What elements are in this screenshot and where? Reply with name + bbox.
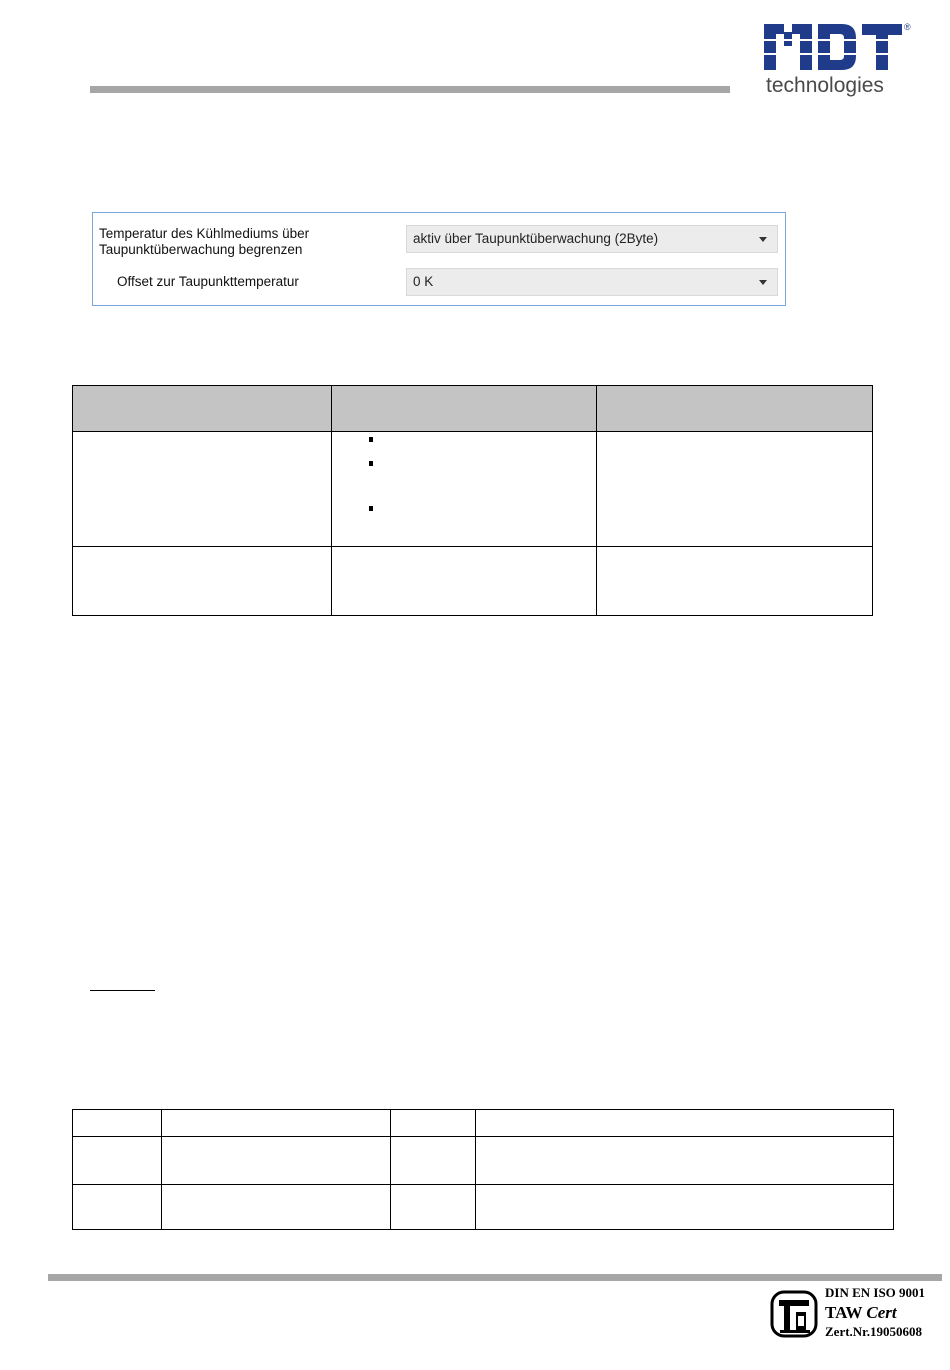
- cert-name-a: TAW: [825, 1303, 867, 1322]
- table-border: [72, 1229, 894, 1230]
- note-heading-underline: [90, 990, 155, 991]
- table-border: [872, 385, 873, 616]
- list-bullet: [369, 437, 373, 442]
- footer-rule: [48, 1274, 942, 1281]
- list-bullet: [369, 506, 373, 511]
- parameter-table: [72, 385, 873, 616]
- table-border: [72, 546, 873, 547]
- logo-subtitle: technologies: [766, 74, 884, 97]
- table-border: [72, 615, 873, 616]
- object-table: [72, 1109, 894, 1230]
- dewpoint-offset-label: Offset zur Taupunkttemperatur: [117, 274, 299, 289]
- certification-badge: [770, 1285, 940, 1345]
- table-border: [893, 1109, 894, 1230]
- parameter-table-header: [72, 385, 873, 431]
- cooling-limit-value: aktiv über Taupunktüberwachung (2Byte): [413, 231, 659, 246]
- table-border: [72, 1109, 894, 1110]
- cert-number: Zert.Nr.19050608: [825, 1324, 923, 1339]
- cert-name: [825, 1303, 897, 1323]
- table-border: [72, 1184, 894, 1185]
- table-border: [72, 385, 73, 616]
- mdt-logo: [762, 22, 912, 102]
- dewpoint-offset-value: 0 K: [413, 274, 434, 289]
- chevron-down-icon: [759, 237, 767, 242]
- parameter-dialog: [92, 212, 786, 306]
- cooling-limit-label-line2: Taupunktüberwachung begrenzen: [99, 242, 303, 257]
- list-bullet: [369, 461, 373, 466]
- table-border: [72, 385, 873, 386]
- taw-seal-icon: [770, 1288, 820, 1340]
- cert-name-b: Cert: [866, 1303, 897, 1322]
- chevron-down-icon: [759, 280, 767, 285]
- cert-standard: DIN EN ISO 9001: [825, 1285, 926, 1300]
- cooling-limit-label-line1: Temperatur des Kühlmediums über: [99, 226, 310, 241]
- mdt-logo-mark: [762, 22, 902, 74]
- table-border: [72, 1136, 894, 1137]
- table-border: [331, 385, 332, 616]
- table-border: [161, 1109, 162, 1230]
- table-border: [390, 1109, 391, 1230]
- table-border: [72, 1109, 73, 1230]
- header-rule: [90, 86, 730, 93]
- dewpoint-offset-select[interactable]: [406, 268, 778, 296]
- cooling-limit-label: [99, 226, 309, 258]
- registered-mark: ®: [904, 22, 911, 32]
- table-border: [596, 385, 597, 616]
- cooling-limit-select[interactable]: [406, 225, 778, 253]
- table-border: [475, 1109, 476, 1230]
- table-border: [72, 431, 873, 432]
